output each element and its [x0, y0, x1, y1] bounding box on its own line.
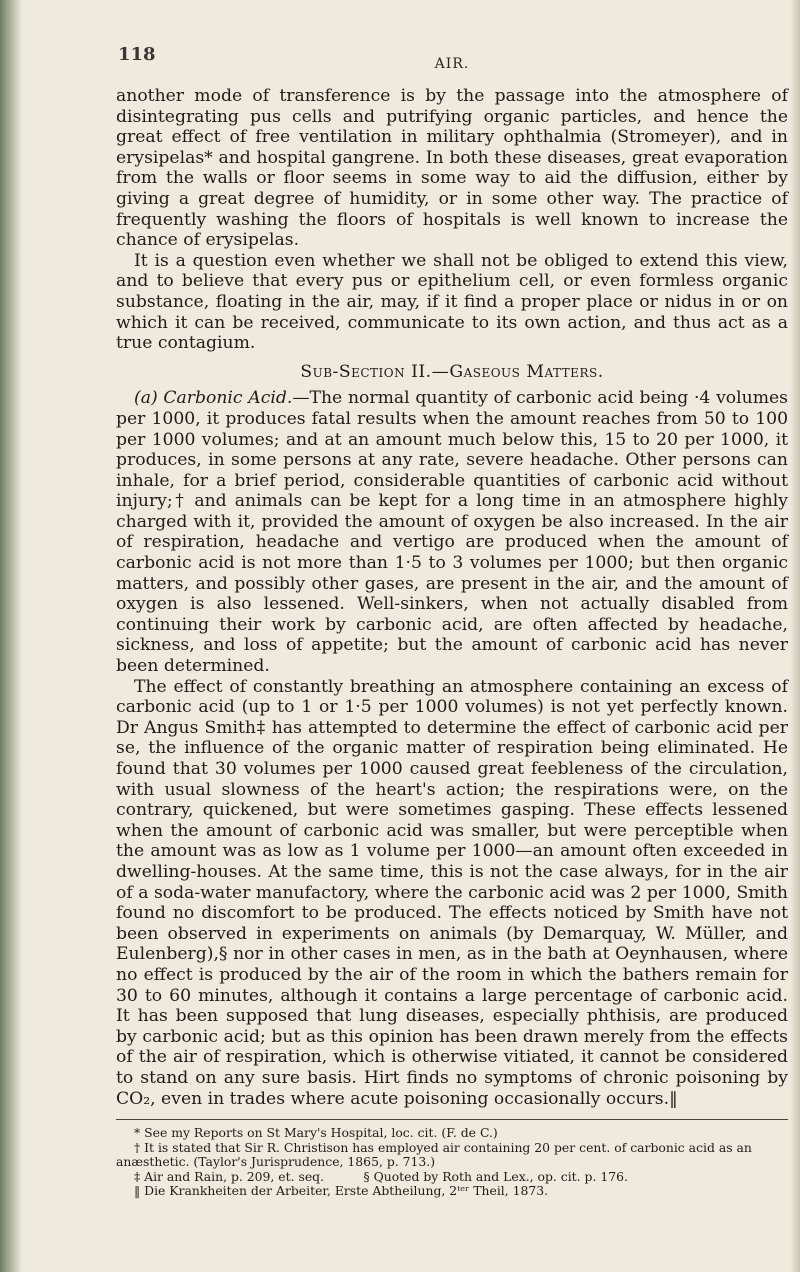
- carbonic-acid-text: —The normal quantity of carbonic acid being ·4 volumes per 1000, it produces fatal results when the amount reaches from 50 to 100 per 1000 volumes; and at an amount much below this, 15 to 20 per 1000, it produces, in some persons at any rate, severe headache. Other persons can inhale, for a brief period, considerable quantities of carbonic acid without injury;† and animals can be kept for a long time in an atmosphere highly charged with it, provided the amount of oxygen be also increased. In the air of respiration, headache and vertigo are produced when the amount of carbonic acid is not more than 1·5 to 3 volumes per 1000; but then organic matters, and possibly other gases, are present in the air, and the amount of oxygen is also lessened. Well-sinkers, when not actually disabled from continuing their work by carbonic acid, are often affected by headache, sickness, and loss of appetite; but the amount of carbonic acid has never been determined.: [116, 388, 789, 677]
- page-header: [116, 0, 788, 86]
- footnote-3: ‡ Air and Rain, p. 209, et. seq. § Quoted by Roth and Lex., op. cit. p. 176.: [134, 1168, 628, 1184]
- footnotes: [116, 1126, 788, 1199]
- paragraph-transference: another mode of transference is by the passage into the atmosphere of disintegrating pus cells and putrifying organic particles, and hence the great effect of free ventilation in military ophthalmia (Stromeyer), and in erysipelas* and hospital gangrene. In both these diseases, great evaporation from the walls or floor seems in some way to aid the diffusion, either by giving a great degree of humidity, or in some other way. The practice of frequently washing the floors of hospitals is well known to increase the chance of erysipelas.: [116, 86, 788, 251]
- paragraph-carbonic-acid: [116, 388, 788, 676]
- book-binding-edge: [0, 0, 22, 1272]
- footnote-rule: [116, 1119, 788, 1120]
- footnote-4: ‖ Die Krankheiten der Arbeiter, Erste Abtheilung, 2ᵗᵉʳ Theil, 1873.: [134, 1183, 549, 1199]
- carbonic-acid-lead: (a) Carbonic Acid.: [134, 388, 293, 409]
- paragraph-constant-breathing: The effect of constantly breathing an atmosphere containing an excess of carbonic acid (up to 1 or 1·5 per 1000 volumes) is not yet perfectly known. Dr Angus Smith‡ has attempted to determine the effect of carbonic acid per se, the influence of the organic matter of respiration being eliminated. He found that 30 volumes per 1000 caused great feebleness of the circulation, with usual slowness of the heart's action; the respirations were, on the contrary, quickened, but were sometimes gasping. These effects lessened when the amount of carbonic acid was smaller, but were perceptible when the amount was as low as 1 volume per 1000—an amount often exceeded in dwelling-houses. At the same time, this is not the case always, for in the air of a soda-water manufactory, where the carbonic acid was 2 per 1000, Smith found no discomfort to be produced. The effects noticed by Smith have not been observed in experiments on animals (by Demarquay, W. Müller, and Eulenberg),§ nor in other cases in men, as in the bath at Oeynhausen, where no effect is produced by the air of the room in which the bathers remain for 30 to 60 minutes, although it contains a large percentage of carbonic acid. It has been supposed that lung diseases, especially phthisis, are produced by carbonic acid; but as this opinion has been drawn merely from the effects of the air of respiration, which is otherwise vitiated, it cannot be considered to stand on any sure basis. Hirt finds no symptoms of chronic poisoning by CO₂, even in trades where acute poisoning occasionally occurs.‖: [116, 676, 788, 1109]
- main-text: [116, 86, 788, 1109]
- page-number: 118: [118, 44, 156, 65]
- running-title: AIR.: [434, 56, 470, 72]
- paragraph-contagium: It is a question even whether we shall not be obliged to extend this view, and to believe that every pus or epithelium cell, or even formless organic substance, floating in the air, may, if it find a proper place or nidus in or on which it can be received, communicate to its own action, and thus act as a true contagium.: [116, 250, 788, 354]
- footnote-2: † It is stated that Sir R. Christison has employed air containing 20 per cent. of carbonic acid as an anæsthetic. (Taylor's Jurisprudence, 1865, p. 713.): [116, 1139, 752, 1170]
- book-page: [116, 0, 788, 1199]
- page-edge-shadow: [790, 0, 800, 1272]
- footnote-1: * See my Reports on St Mary's Hospital, loc. cit. (F. de C.): [134, 1125, 498, 1141]
- section-heading: Sub-Section II.—Gaseous Matters.: [300, 361, 604, 382]
